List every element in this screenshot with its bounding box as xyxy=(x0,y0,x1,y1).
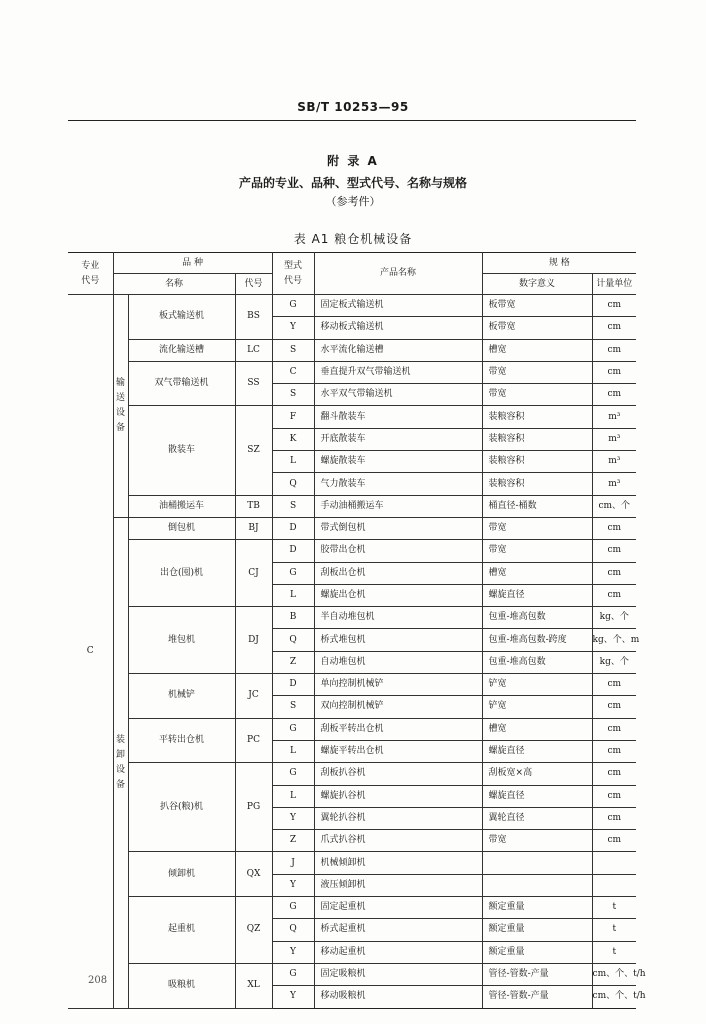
table-row xyxy=(68,718,636,740)
unit-cell: cm xyxy=(592,295,636,317)
type-code-cell: L xyxy=(272,451,314,473)
product-name-cell: 固定吸粮机 xyxy=(314,963,482,985)
unit-cell: cm、个、t/h xyxy=(592,986,636,1008)
product-name-cell: 翼轮扒谷机 xyxy=(314,807,482,829)
unit-cell: m³ xyxy=(592,473,636,495)
numeric-meaning-cell xyxy=(482,874,592,896)
appendix-title: 附 录 A xyxy=(327,154,379,168)
table-row xyxy=(68,406,636,428)
numeric-meaning-cell: 额定重量 xyxy=(482,941,592,963)
product-name-cell: 螺旋出仓机 xyxy=(314,584,482,606)
numeric-meaning-cell: 带宽 xyxy=(482,830,592,852)
type-code-cell: G xyxy=(272,963,314,985)
table-row xyxy=(68,963,636,985)
numeric-meaning-cell: 铲宽 xyxy=(482,674,592,696)
header-product-name: 产品名称 xyxy=(314,253,482,295)
product-name-cell: 刮板出仓机 xyxy=(314,562,482,584)
type-code-cell: L xyxy=(272,785,314,807)
numeric-meaning-cell: 槽宽 xyxy=(482,339,592,361)
type-code-cell: L xyxy=(272,740,314,762)
header-name: 名称 xyxy=(113,274,235,295)
product-name-cell: 气力散装车 xyxy=(314,473,482,495)
product-name-cell: 液压倾卸机 xyxy=(314,874,482,896)
numeric-meaning-cell: 带宽 xyxy=(482,384,592,406)
numeric-meaning-cell: 槽宽 xyxy=(482,718,592,740)
group-name-cell: 装卸设备 xyxy=(113,517,128,1008)
table-row xyxy=(68,852,636,874)
unit-cell: cm xyxy=(592,740,636,762)
variety-code-cell: XL xyxy=(235,963,272,1008)
type-code-cell: S xyxy=(272,339,314,361)
unit-cell: cm xyxy=(592,807,636,829)
table-row xyxy=(68,361,636,383)
table-row xyxy=(68,517,636,539)
product-name-cell: 开底散装车 xyxy=(314,428,482,450)
numeric-meaning-cell: 螺旋直径 xyxy=(482,584,592,606)
variety-name-cell: 机械铲 xyxy=(128,674,235,719)
unit-cell: cm xyxy=(592,562,636,584)
type-code-cell: Y xyxy=(272,807,314,829)
variety-code-cell: QZ xyxy=(235,897,272,964)
product-name-cell: 单向控制机械铲 xyxy=(314,674,482,696)
product-name-cell: 翻斗散装车 xyxy=(314,406,482,428)
header-numeric-meaning: 数字意义 xyxy=(482,274,592,295)
type-code-cell: Y xyxy=(272,986,314,1008)
table-row xyxy=(68,540,636,562)
product-name-cell: 手动油桶搬运车 xyxy=(314,495,482,517)
product-name-cell: 带式倒包机 xyxy=(314,517,482,539)
table-row xyxy=(68,295,636,317)
unit-cell: cm、个、t/h xyxy=(592,963,636,985)
unit-cell xyxy=(592,874,636,896)
numeric-meaning-cell xyxy=(482,852,592,874)
unit-cell: m³ xyxy=(592,406,636,428)
equipment-table xyxy=(68,252,646,1009)
numeric-meaning-cell: 额定重量 xyxy=(482,897,592,919)
numeric-meaning-cell: 螺旋直径 xyxy=(482,785,592,807)
unit-cell: cm xyxy=(592,696,636,718)
type-code-cell: G xyxy=(272,718,314,740)
product-name-cell: 水平双气带输送机 xyxy=(314,384,482,406)
type-code-cell: S xyxy=(272,495,314,517)
variety-code-cell: LC xyxy=(235,339,272,361)
product-name-cell: 机械倾卸机 xyxy=(314,852,482,874)
numeric-meaning-cell: 带宽 xyxy=(482,517,592,539)
numeric-meaning-cell: 翼轮直径 xyxy=(482,807,592,829)
type-code-cell: Y xyxy=(272,317,314,339)
variety-code-cell: CJ xyxy=(235,540,272,607)
type-code-cell: D xyxy=(272,674,314,696)
type-code-cell: Q xyxy=(272,629,314,651)
document-header: SB/T 10253—95 xyxy=(297,100,409,114)
header-code: 代号 xyxy=(235,274,272,295)
unit-cell: t xyxy=(592,941,636,963)
unit-cell: t xyxy=(592,897,636,919)
type-code-cell: S xyxy=(272,384,314,406)
type-code-cell: C xyxy=(272,361,314,383)
type-code-cell: D xyxy=(272,540,314,562)
header-variety: 品 种 xyxy=(113,253,272,274)
numeric-meaning-cell: 管径-管数-产量 xyxy=(482,986,592,1008)
numeric-meaning-cell: 带宽 xyxy=(482,361,592,383)
variety-name-cell: 扒谷(粮)机 xyxy=(128,763,235,852)
major-code-cell: C xyxy=(68,295,113,1009)
variety-code-cell: DJ xyxy=(235,607,272,674)
variety-name-cell: 堆包机 xyxy=(128,607,235,674)
variety-code-cell: SZ xyxy=(235,406,272,495)
variety-name-cell: 吸粮机 xyxy=(128,963,235,1008)
table-row xyxy=(68,763,636,785)
unit-cell: cm xyxy=(592,361,636,383)
product-name-cell: 双向控制机械铲 xyxy=(314,696,482,718)
table-row xyxy=(68,495,636,517)
numeric-meaning-cell: 包重-堆高包数 xyxy=(482,651,592,673)
page-number: 208 xyxy=(88,975,108,986)
unit-cell xyxy=(592,852,636,874)
variety-name-cell: 出仓(囤)机 xyxy=(128,540,235,607)
unit-cell: cm xyxy=(592,339,636,361)
product-name-cell: 移动板式输送机 xyxy=(314,317,482,339)
product-name-cell: 胶带出仓机 xyxy=(314,540,482,562)
numeric-meaning-cell: 包重-堆高包数 xyxy=(482,607,592,629)
product-name-cell: 垂直提升双气带输送机 xyxy=(314,361,482,383)
variety-code-cell: BS xyxy=(235,295,272,340)
variety-name-cell: 油桶搬运车 xyxy=(128,495,235,517)
unit-cell: cm xyxy=(592,540,636,562)
product-name-cell: 桥式堆包机 xyxy=(314,629,482,651)
unit-cell: m³ xyxy=(592,428,636,450)
type-code-cell: G xyxy=(272,295,314,317)
unit-cell: m³ xyxy=(592,451,636,473)
variety-code-cell: TB xyxy=(235,495,272,517)
unit-cell: cm xyxy=(592,674,636,696)
table-row xyxy=(68,607,636,629)
product-name-cell: 刮板扒谷机 xyxy=(314,763,482,785)
product-name-cell: 爪式扒谷机 xyxy=(314,830,482,852)
variety-name-cell: 散装车 xyxy=(128,406,235,495)
product-name-cell: 移动吸粮机 xyxy=(314,986,482,1008)
header-spec: 规 格 xyxy=(482,253,636,274)
table-header xyxy=(68,253,636,295)
variety-name-cell: 起重机 xyxy=(128,897,235,964)
table-body xyxy=(68,295,646,1009)
variety-code-cell: BJ xyxy=(235,517,272,539)
table-caption: 表 A1 粮仓机械设备 xyxy=(293,232,413,246)
type-code-cell: G xyxy=(272,897,314,919)
type-code-cell: F xyxy=(272,406,314,428)
header-major-code: 专业代号 xyxy=(68,253,113,295)
unit-cell: cm xyxy=(592,317,636,339)
unit-cell: cm xyxy=(592,785,636,807)
variety-name-cell: 板式输送机 xyxy=(128,295,235,340)
numeric-meaning-cell: 带宽 xyxy=(482,540,592,562)
variety-name-cell: 流化输送槽 xyxy=(128,339,235,361)
product-name-cell: 固定起重机 xyxy=(314,897,482,919)
numeric-meaning-cell: 管径-管数-产量 xyxy=(482,963,592,985)
product-name-cell: 水平流化输送槽 xyxy=(314,339,482,361)
header-type-code: 型式代号 xyxy=(272,253,314,295)
variety-name-cell: 平转出仓机 xyxy=(128,718,235,763)
product-name-cell: 半自动堆包机 xyxy=(314,607,482,629)
numeric-meaning-cell: 刮板宽×高 xyxy=(482,763,592,785)
unit-cell: kg、个 xyxy=(592,607,636,629)
unit-cell: cm xyxy=(592,830,636,852)
numeric-meaning-cell: 铲宽 xyxy=(482,696,592,718)
numeric-meaning-cell: 板带宽 xyxy=(482,317,592,339)
numeric-meaning-cell: 板带宽 xyxy=(482,295,592,317)
type-code-cell: Q xyxy=(272,473,314,495)
variety-code-cell: SS xyxy=(235,361,272,406)
type-code-cell: Z xyxy=(272,830,314,852)
unit-cell: cm、个 xyxy=(592,495,636,517)
product-name-cell: 固定板式输送机 xyxy=(314,295,482,317)
appendix-subtitle: 产品的专业、品种、型式代号、名称与规格 xyxy=(238,176,467,190)
unit-cell: cm xyxy=(592,718,636,740)
header-unit: 计量单位 xyxy=(592,274,636,295)
appendix-note: （参考件） xyxy=(325,195,381,208)
numeric-meaning-cell: 包重-堆高包数-跨度 xyxy=(482,629,592,651)
numeric-meaning-cell: 螺旋直径 xyxy=(482,740,592,762)
numeric-meaning-cell: 装粮容积 xyxy=(482,406,592,428)
numeric-meaning-cell: 槽宽 xyxy=(482,562,592,584)
product-name-cell: 自动堆包机 xyxy=(314,651,482,673)
product-name-cell: 螺旋扒谷机 xyxy=(314,785,482,807)
type-code-cell: K xyxy=(272,428,314,450)
numeric-meaning-cell: 装粮容积 xyxy=(482,473,592,495)
numeric-meaning-cell: 装粮容积 xyxy=(482,451,592,473)
table-row xyxy=(68,674,636,696)
unit-cell: cm xyxy=(592,584,636,606)
type-code-cell: J xyxy=(272,852,314,874)
variety-name-cell: 倾卸机 xyxy=(128,852,235,897)
type-code-cell: S xyxy=(272,696,314,718)
numeric-meaning-cell: 额定重量 xyxy=(482,919,592,941)
numeric-meaning-cell: 装粮容积 xyxy=(482,428,592,450)
type-code-cell: G xyxy=(272,763,314,785)
group-name-cell: 输送设备 xyxy=(113,295,128,518)
variety-name-cell: 双气带输送机 xyxy=(128,361,235,406)
table-row xyxy=(68,339,636,361)
variety-code-cell: PG xyxy=(235,763,272,852)
type-code-cell: B xyxy=(272,607,314,629)
unit-cell: kg、个 xyxy=(592,651,636,673)
product-name-cell: 移动起重机 xyxy=(314,941,482,963)
unit-cell: kg、个、m xyxy=(592,629,636,651)
variety-code-cell: PC xyxy=(235,718,272,763)
numeric-meaning-cell: 桶直径-桶数 xyxy=(482,495,592,517)
unit-cell: t xyxy=(592,919,636,941)
product-name-cell: 刮板平转出仓机 xyxy=(314,718,482,740)
type-code-cell: Q xyxy=(272,919,314,941)
unit-cell: cm xyxy=(592,517,636,539)
type-code-cell: Y xyxy=(272,941,314,963)
table-row xyxy=(68,897,636,919)
type-code-cell: L xyxy=(272,584,314,606)
product-name-cell: 桥式起重机 xyxy=(314,919,482,941)
product-name-cell: 螺旋散装车 xyxy=(314,451,482,473)
unit-cell: cm xyxy=(592,763,636,785)
variety-code-cell: QX xyxy=(235,852,272,897)
type-code-cell: Z xyxy=(272,651,314,673)
unit-cell: cm xyxy=(592,384,636,406)
product-name-cell: 螺旋平转出仓机 xyxy=(314,740,482,762)
type-code-cell: Y xyxy=(272,874,314,896)
variety-code-cell: JC xyxy=(235,674,272,719)
type-code-cell: D xyxy=(272,517,314,539)
variety-name-cell: 倒包机 xyxy=(128,517,235,539)
header-rule xyxy=(68,120,636,121)
type-code-cell: G xyxy=(272,562,314,584)
